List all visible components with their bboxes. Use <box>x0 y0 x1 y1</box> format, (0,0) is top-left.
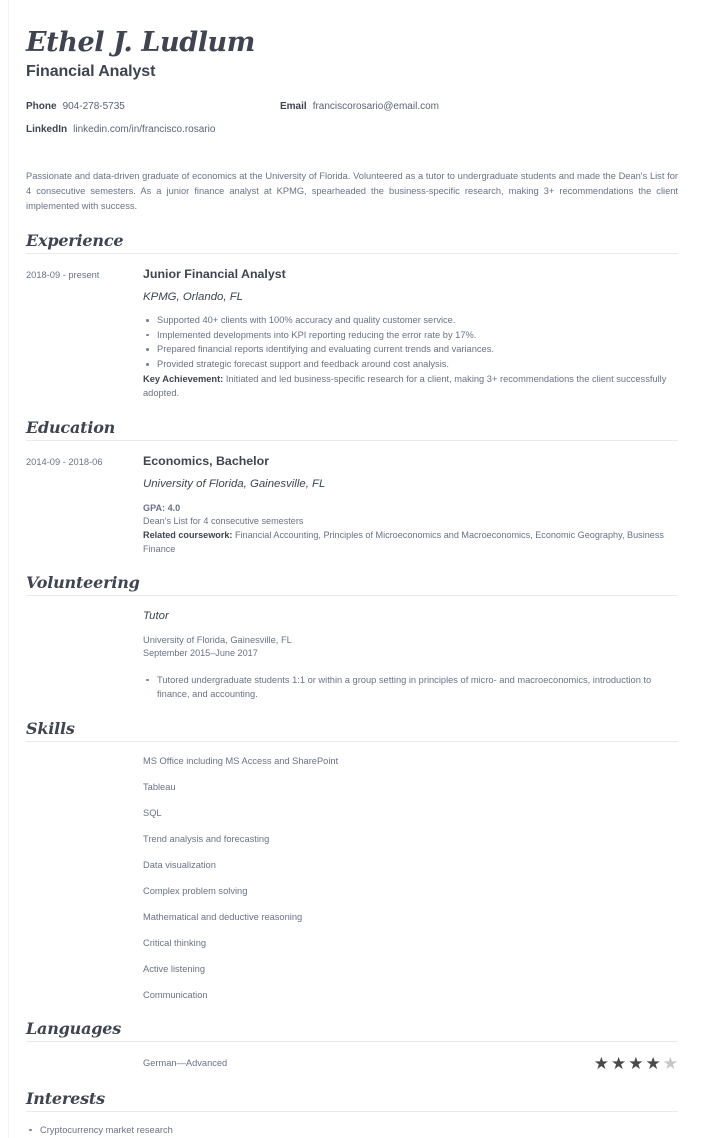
candidate-name: Ethel J. Ludlum <box>26 27 255 58</box>
contact-email-value[interactable]: franciscorosario@email.com <box>312 101 439 113</box>
section-divider <box>26 1111 678 1112</box>
skill-label: Critical thinking <box>143 937 207 948</box>
skill-label: Active listening <box>143 963 206 974</box>
skill-label: Complex problem solving <box>143 885 248 896</box>
experience-job-title: Junior Financial Analyst <box>143 267 286 282</box>
star-filled-icon: ★ <box>628 1053 644 1073</box>
volunteering-period: September 2015–June 2017 <box>143 648 258 659</box>
education-degree: Economics, Bachelor <box>143 453 270 468</box>
volunteering-organization: University of Florida, Gainesville, FL <box>143 635 292 646</box>
list-item: Implemented developments into KPI reporting reducing the error rate by 17%. <box>143 328 678 343</box>
education-dates: 2014-09 - 2018-06 <box>26 456 103 467</box>
professional-summary: Passionate and data-driven graduate of economics at the University of Florida. Volunteered as a tutor to undergraduate students and made the Dean's List for 4 consecutive semesters. As a junior finance analyst at KPMG, spearheaded the business-specific research, making 3+ recommendations the client implemented with success. <box>26 171 678 212</box>
skill-item <box>26 794 700 820</box>
skill-item <box>26 898 700 924</box>
section-title-volunteering: Volunteering <box>26 573 140 593</box>
education-body <box>143 453 700 556</box>
skill-label: MS Office including MS Access and SharePoint <box>143 755 339 766</box>
education-entry <box>26 441 700 556</box>
key-achievement-label: Key Achievement: <box>143 373 224 384</box>
language-item <box>26 1042 700 1072</box>
experience-bullet-list <box>143 313 678 371</box>
section-experience <box>26 231 700 401</box>
experience-dates: 2018-09 - present <box>26 270 100 281</box>
education-gpa: GPA: 4.0 <box>143 502 181 513</box>
language-label: German—Advanced <box>143 1058 228 1069</box>
volunteering-body <box>143 608 700 702</box>
contact-email-label: Email <box>280 101 307 113</box>
volunteering-entry <box>26 596 700 702</box>
skill-item <box>26 742 700 768</box>
section-skills <box>26 719 700 1002</box>
experience-body <box>143 266 700 401</box>
skill-item <box>26 768 700 794</box>
list-item: Tutored undergraduate students 1:1 or within a group setting in principles of micro- and macroeconomics, introduction to finance, and accounting. <box>143 673 678 702</box>
language-rating <box>594 1055 700 1072</box>
skill-item <box>26 950 700 976</box>
list-item: Supported 40+ clients with 100% accuracy and quality customer service. <box>143 313 678 328</box>
education-coursework-label: Related coursework: <box>143 529 233 540</box>
section-volunteering <box>26 573 700 702</box>
skill-item <box>26 976 700 1002</box>
star-filled-icon: ★ <box>645 1053 661 1073</box>
interests-list <box>26 1123 700 1138</box>
education-coursework-text: Financial Accounting, Principles of Microeconomics and Macroeconomics, Economic Geography, Business Finance <box>143 529 664 554</box>
candidate-job-title: Financial Analyst <box>26 63 156 81</box>
star-empty-icon: ★ <box>662 1053 678 1073</box>
skill-label: Communication <box>143 989 208 1000</box>
contact-phone-label: Phone <box>26 101 57 113</box>
skill-item <box>26 820 700 846</box>
volunteering-role: Tutor <box>143 610 169 623</box>
section-languages <box>26 1019 700 1072</box>
star-filled-icon: ★ <box>611 1053 627 1073</box>
experience-entry <box>26 254 700 401</box>
contact-linkedin-value[interactable]: linkedin.com/in/francisco.rosario <box>73 124 216 136</box>
section-education <box>26 418 700 556</box>
skill-item <box>26 846 700 872</box>
star-filled-icon: ★ <box>593 1053 609 1073</box>
education-school: University of Florida, Gainesville, FL <box>143 477 326 490</box>
skill-label: Trend analysis and forecasting <box>143 833 270 844</box>
key-achievement-text: Initiated and led business-specific research for a client, making 3+ recommendations the client successfully adopted. <box>143 373 667 399</box>
experience-company: KPMG, Orlando, FL <box>143 291 244 304</box>
list-item: Cryptocurrency market research <box>26 1123 700 1138</box>
contact-email <box>280 95 439 118</box>
volunteering-bullet-list <box>143 673 678 702</box>
experience-key-achievement <box>143 372 678 401</box>
skill-label: Data visualization <box>143 859 216 870</box>
skill-item <box>26 924 700 950</box>
resume-header <box>26 0 700 141</box>
education-coursework <box>143 529 678 556</box>
education-details <box>143 502 678 556</box>
education-honors: Dean's List for 4 consecutive semesters <box>143 516 304 527</box>
contact-phone-value: 904-278-5735 <box>62 101 125 113</box>
contact-linkedin-label: LinkedIn <box>26 124 68 136</box>
contact-phone <box>26 95 280 118</box>
section-title-experience: Experience <box>26 231 124 251</box>
contact-details <box>26 95 700 141</box>
section-interests <box>26 1089 700 1138</box>
list-item: Provided strategic forecast support and feedback around cost analysis. <box>143 357 678 372</box>
volunteering-dates <box>26 608 143 702</box>
section-title-skills: Skills <box>26 718 75 738</box>
skill-label: Mathematical and deductive reasoning <box>143 911 303 922</box>
contact-row <box>26 95 700 118</box>
section-title-languages: Languages <box>26 1018 122 1038</box>
skill-label: Tableau <box>143 781 176 792</box>
section-title-interests: Interests <box>26 1088 105 1108</box>
skill-label: SQL <box>143 807 162 818</box>
contact-linkedin <box>26 118 280 141</box>
skill-item <box>26 872 700 898</box>
section-title-education: Education <box>26 417 116 437</box>
list-item: Prepared financial reports identifying and evaluating current trends and variances. <box>143 342 678 357</box>
contact-row <box>26 118 700 141</box>
